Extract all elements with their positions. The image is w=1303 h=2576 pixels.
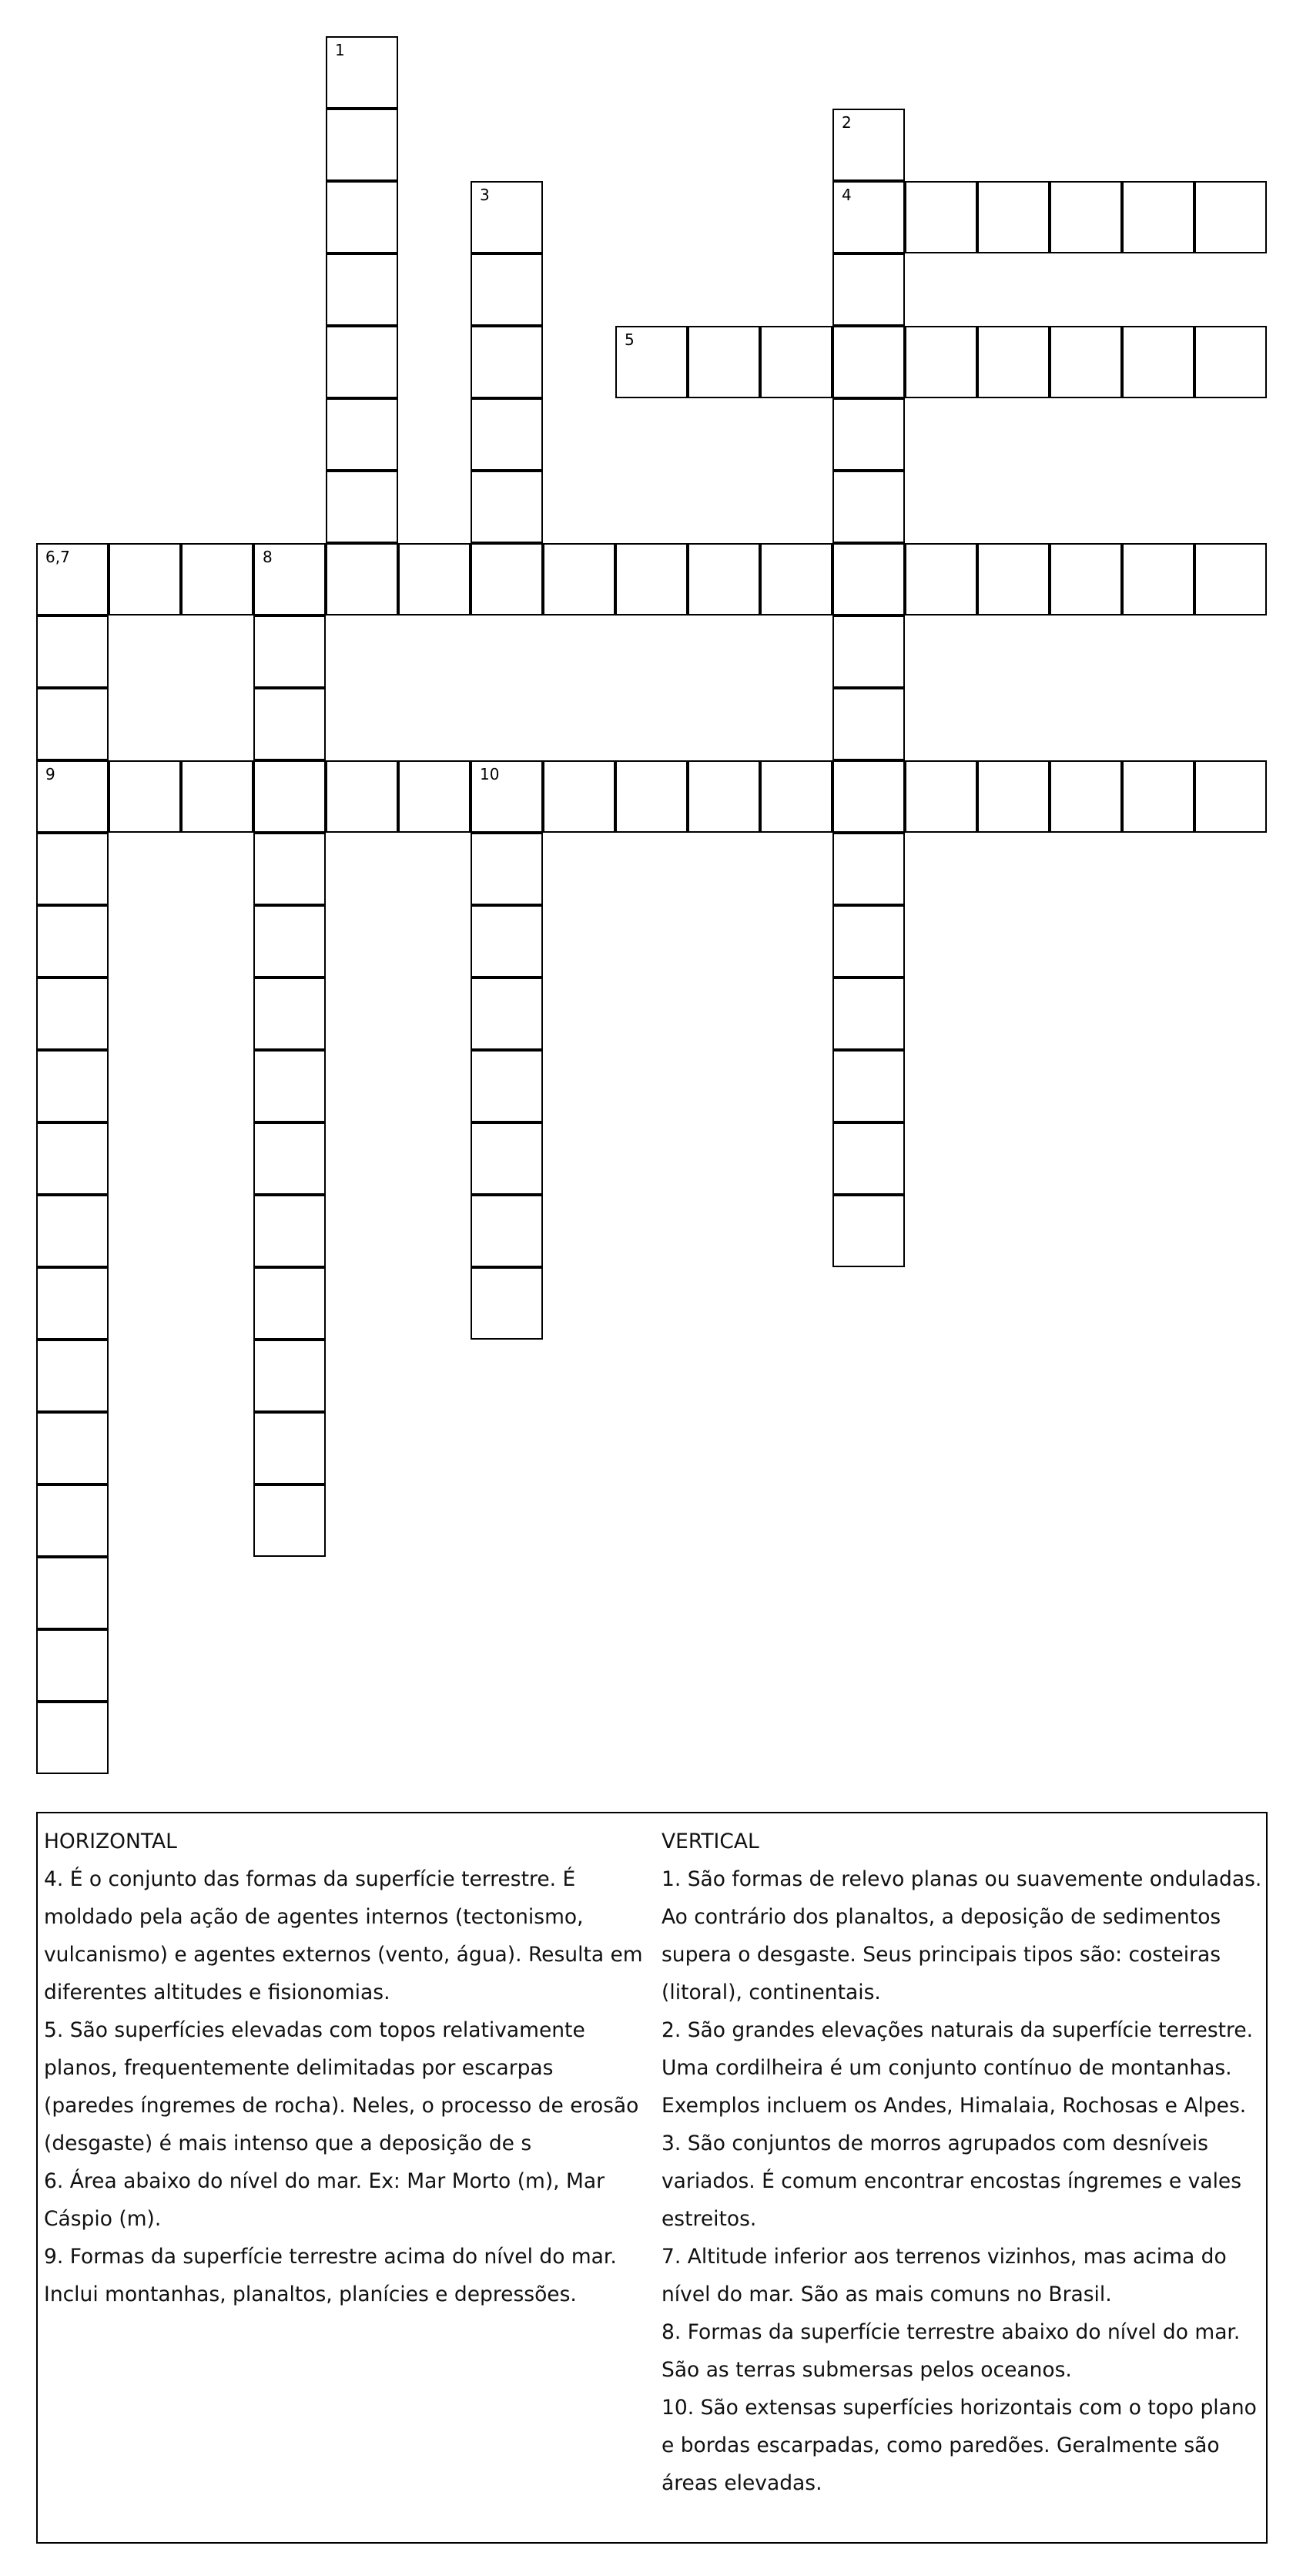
grid-cell[interactable] (832, 109, 905, 181)
clue-number: 5 (625, 330, 635, 349)
grid-cell[interactable] (326, 109, 398, 181)
grid-cell[interactable] (543, 543, 615, 615)
grid-cell[interactable] (471, 253, 543, 326)
grid-cell[interactable] (471, 1267, 543, 1340)
grid-cell[interactable] (760, 326, 832, 398)
grid-cell[interactable] (326, 398, 398, 471)
clue-number: 6,7 (45, 548, 70, 566)
grid-cell[interactable] (832, 833, 905, 905)
grid-cell[interactable] (36, 1122, 109, 1195)
grid-cell[interactable] (326, 181, 398, 253)
grid-cell[interactable] (688, 760, 760, 833)
grid-cell[interactable] (326, 326, 398, 398)
clue-vertical-1: 1. São formas de relevo planas ou suavemente onduladas. Ao contrário dos planaltos, a deposição de sedimentos supera o desgaste. Seus principais tipos são: costeiras (litoral), continentais. (662, 1867, 1262, 2004)
grid-cell[interactable] (832, 1050, 905, 1122)
grid-cell[interactable] (543, 760, 615, 833)
grid-cell[interactable] (905, 760, 977, 833)
grid-cell[interactable] (471, 398, 543, 471)
clue-number: 9 (45, 765, 55, 783)
grid-cell[interactable] (253, 688, 326, 760)
grid-cell[interactable] (905, 543, 977, 615)
grid-cell[interactable] (832, 253, 905, 326)
grid-cell[interactable] (760, 760, 832, 833)
grid-cell[interactable] (1194, 760, 1267, 833)
grid-cell[interactable] (1194, 181, 1267, 253)
grid-cell[interactable] (471, 905, 543, 978)
grid-cell[interactable] (832, 760, 905, 833)
clue-vertical-10: 10. São extensas superfícies horizontais com o topo plano e bordas escarpadas, como paredões. Geralmente são áreas elevadas. (662, 2396, 1257, 2495)
grid-cell[interactable] (1050, 181, 1122, 253)
grid-cell[interactable] (615, 760, 688, 833)
grid-cell[interactable] (253, 615, 326, 688)
grid-cell[interactable] (326, 471, 398, 543)
grid-cell[interactable] (1194, 543, 1267, 615)
grid-cell[interactable] (36, 833, 109, 905)
grid-cell[interactable] (832, 471, 905, 543)
grid-cell[interactable] (471, 181, 543, 253)
clue-number: 10 (480, 765, 500, 783)
grid-cell[interactable] (181, 543, 253, 615)
grid-cell[interactable] (471, 543, 543, 615)
grid-cell[interactable] (109, 760, 181, 833)
grid-cell[interactable] (832, 688, 905, 760)
grid-cell[interactable] (326, 36, 398, 109)
grid-cell[interactable] (253, 1050, 326, 1122)
grid-cell[interactable] (36, 1412, 109, 1484)
grid-cell[interactable] (1122, 760, 1194, 833)
clue-number: 1 (335, 41, 345, 59)
grid-cell[interactable] (253, 1484, 326, 1557)
clue-number: 8 (263, 548, 273, 566)
clue-number: 4 (842, 186, 852, 204)
grid-cell[interactable] (36, 688, 109, 760)
grid-cell[interactable] (253, 905, 326, 978)
grid-cell[interactable] (253, 1340, 326, 1412)
grid-cell[interactable] (36, 760, 109, 833)
grid-cell[interactable] (832, 1122, 905, 1195)
grid-cell[interactable] (832, 978, 905, 1050)
grid-cell[interactable] (36, 1267, 109, 1340)
clue-vertical-3: 3. São conjuntos de morros agrupados com desníveis variados. É comum encontrar encostas íngremes e vales estreitos. (662, 2132, 1242, 2231)
grid-cell[interactable] (36, 1050, 109, 1122)
grid-cell[interactable] (253, 1267, 326, 1340)
grid-cell[interactable] (832, 543, 905, 615)
grid-cell[interactable] (36, 1484, 109, 1557)
grid-cell[interactable] (977, 181, 1050, 253)
grid-cell[interactable] (36, 978, 109, 1050)
grid-cell[interactable] (326, 543, 398, 615)
grid-cell[interactable] (905, 326, 977, 398)
grid-cell[interactable] (688, 326, 760, 398)
grid-cell[interactable] (36, 1195, 109, 1267)
grid-cell[interactable] (905, 181, 977, 253)
clue-horizontal-9: 9. Formas da superfície terrestre acima do nível do mar. Inclui montanhas, planaltos, planícies e depressões. (44, 2245, 617, 2306)
clue-vertical-7: 7. Altitude inferior aos terrenos vizinhos, mas acima do nível do mar. São as mais comuns no Brasil. (662, 2245, 1227, 2306)
grid-cell[interactable] (688, 543, 760, 615)
grid-cell[interactable] (832, 181, 905, 253)
grid-cell[interactable] (326, 253, 398, 326)
clue-vertical-2: 2. São grandes elevações naturais da superfície terrestre. Uma cordilheira é um conjunto contínuo de montanhas. Exemplos incluem os Andes, Himalaia, Rochosas e Alpes. (662, 2018, 1254, 2118)
grid-cell[interactable] (615, 543, 688, 615)
grid-cell[interactable] (832, 905, 905, 978)
grid-cell[interactable] (181, 760, 253, 833)
grid-cell[interactable] (1050, 326, 1122, 398)
grid-cell[interactable] (471, 978, 543, 1050)
grid-cell[interactable] (36, 543, 109, 615)
clues-box (36, 1812, 1268, 2544)
grid-cell[interactable] (36, 1702, 109, 1774)
clue-vertical-8: 8. Formas da superfície terrestre abaixo do nível do mar. São as terras submersas pelos oceanos. (662, 2320, 1241, 2382)
clue-horizontal-4: 4. É o conjunto das formas da superfície terrestre. É moldado pela ação de agentes internos (tectonismo, vulcanismo) e agentes externos (vento, água). Resulta em diferentes altitudes e fisionomias. (44, 1867, 643, 2004)
grid-cell[interactable] (1122, 543, 1194, 615)
grid-cell[interactable] (471, 1050, 543, 1122)
grid-cell[interactable] (1194, 326, 1267, 398)
grid-cell[interactable] (253, 833, 326, 905)
grid-cell[interactable] (36, 1629, 109, 1702)
grid-cell[interactable] (253, 1412, 326, 1484)
grid-cell[interactable] (36, 1557, 109, 1629)
grid-cell[interactable] (109, 543, 181, 615)
grid-cell[interactable] (832, 615, 905, 688)
vertical-clues (662, 1823, 1262, 2502)
grid-cell[interactable] (1122, 326, 1194, 398)
grid-cell[interactable] (471, 326, 543, 398)
grid-cell[interactable] (253, 543, 326, 615)
grid-cell[interactable] (471, 760, 543, 833)
grid-cell[interactable] (253, 1195, 326, 1267)
grid-cell[interactable] (36, 615, 109, 688)
grid-cell[interactable] (398, 543, 471, 615)
grid-cell[interactable] (471, 833, 543, 905)
horizontal-title: HORIZONTAL (44, 1830, 177, 1853)
grid-cell[interactable] (471, 1122, 543, 1195)
grid-cell[interactable] (832, 1195, 905, 1267)
grid-cell[interactable] (253, 978, 326, 1050)
grid-cell[interactable] (615, 326, 688, 398)
grid-cell[interactable] (977, 760, 1050, 833)
grid-cell[interactable] (977, 543, 1050, 615)
vertical-title: VERTICAL (662, 1830, 759, 1853)
grid-cell[interactable] (398, 760, 471, 833)
clue-number: 2 (842, 113, 852, 132)
grid-cell[interactable] (253, 760, 326, 833)
grid-cell[interactable] (471, 471, 543, 543)
clue-horizontal-6: 6. Área abaixo do nível do mar. Ex: Mar Morto (m), Mar Cáspio (m). (44, 2169, 605, 2231)
grid-cell[interactable] (1050, 760, 1122, 833)
grid-cell[interactable] (977, 326, 1050, 398)
grid-cell[interactable] (326, 760, 398, 833)
grid-cell[interactable] (36, 905, 109, 978)
grid-cell[interactable] (471, 1195, 543, 1267)
grid-cell[interactable] (1050, 543, 1122, 615)
grid-cell[interactable] (760, 543, 832, 615)
grid-cell[interactable] (36, 1340, 109, 1412)
grid-cell[interactable] (253, 1122, 326, 1195)
grid-cell[interactable] (832, 326, 905, 398)
grid-cell[interactable] (832, 398, 905, 471)
clue-number: 3 (480, 186, 490, 204)
grid-cell[interactable] (1122, 181, 1194, 253)
clue-horizontal-5: 5. São superfícies elevadas com topos relativamente planos, frequentemente delimitadas por escarpas (paredes íngremes de rocha). Neles, o processo de erosão (desgaste) é mais intenso que a deposição de s (44, 2018, 639, 2155)
horizontal-clues (44, 1823, 645, 2313)
